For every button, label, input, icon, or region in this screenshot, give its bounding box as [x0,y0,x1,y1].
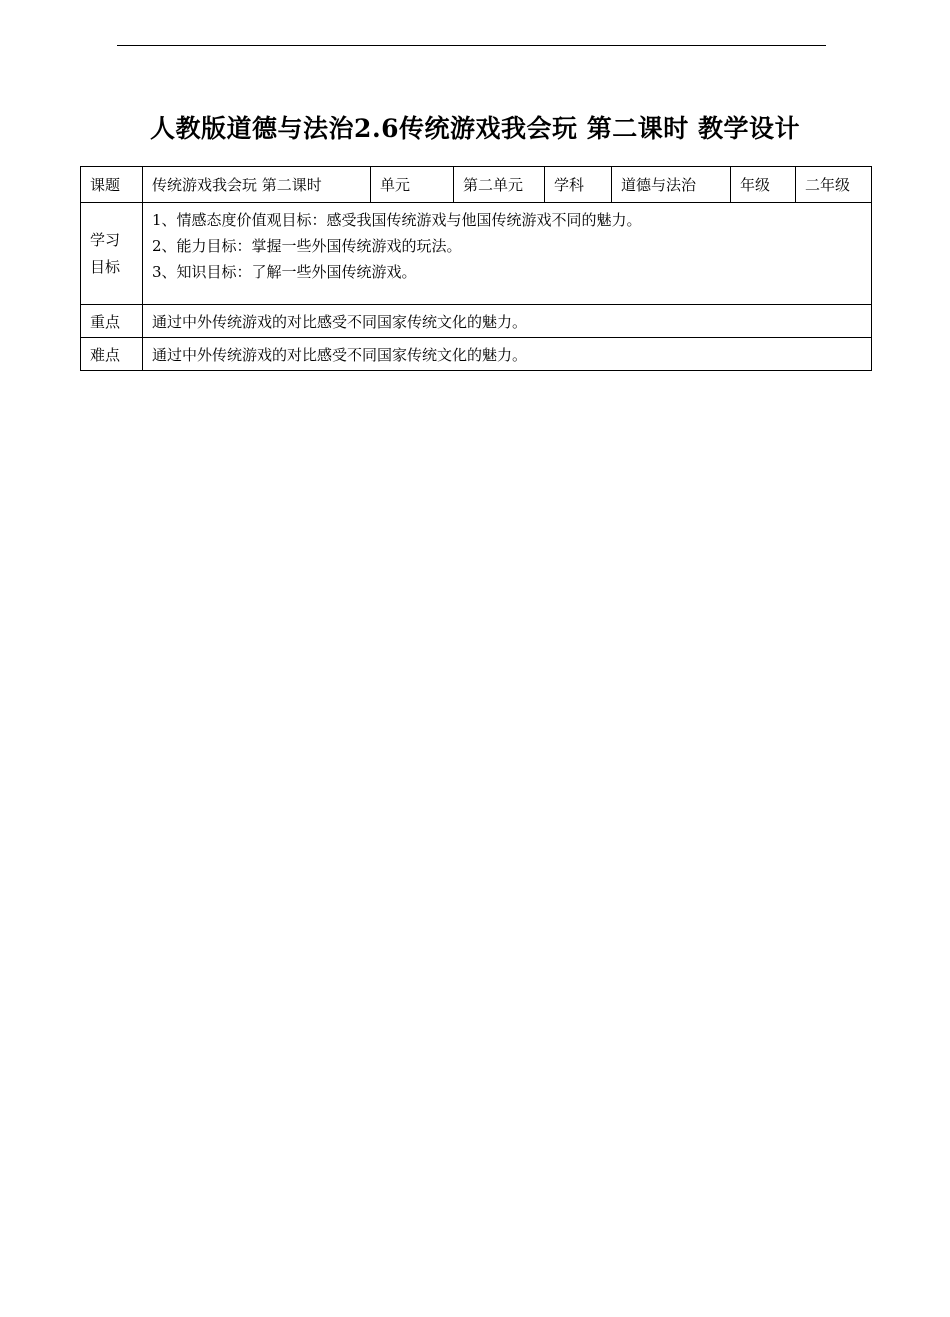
difficulty-row [81,338,872,371]
info-row [81,167,872,203]
subject-label: 学科 [545,167,612,203]
topic-label: 课题 [81,167,143,203]
topic-value: 传统游戏我会玩 第二课时 [143,167,371,203]
goals-content [143,203,872,305]
goals-label [81,203,143,305]
lesson-plan-table [80,166,872,371]
difficulty-label: 难点 [81,338,143,371]
goals-label-line: 学习 [90,230,121,249]
key-point-row [81,305,872,338]
grade-value: 二年级 [796,167,872,203]
document-title: 人教版道德与法治2.6传统游戏我会玩 第二课时 教学设计 [150,114,800,143]
key-point-label: 重点 [81,305,143,338]
goal-item: 1、情感态度价值观目标：感受我国传统游戏与他国传统游戏不同的魅力。 [152,211,642,229]
goals-label-line: 目标 [90,257,121,276]
key-point-value: 通过中外传统游戏的对比感受不同国家传统文化的魅力。 [143,305,872,338]
goal-item: 2、能力目标：掌握一些外国传统游戏的玩法。 [152,237,462,255]
unit-value: 第二单元 [454,167,545,203]
unit-label: 单元 [371,167,454,203]
grade-label: 年级 [731,167,796,203]
subject-value: 道德与法治 [612,167,731,203]
difficulty-value: 通过中外传统游戏的对比感受不同国家传统文化的魅力。 [143,338,872,371]
goal-item: 3、知识目标：了解一些外国传统游戏。 [152,263,417,281]
header-rule [117,45,826,46]
goals-row [81,203,872,305]
